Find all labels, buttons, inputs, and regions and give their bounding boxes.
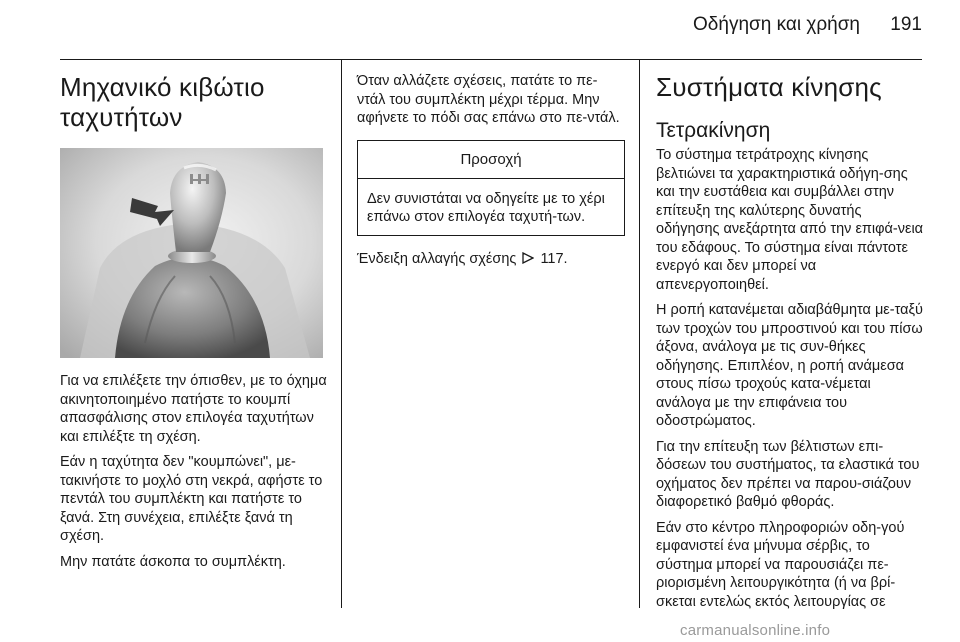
cross-reference-label: Ένδειξη αλλαγής σχέσης <box>357 250 517 267</box>
column-gear-change <box>357 72 625 275</box>
gear-lever-illustration <box>60 148 323 358</box>
caution-title: Προσοχή <box>358 141 624 179</box>
paragraph-torque-distribution: Η ροπή κατανέμεται αδιαβάθμητα με-ταξύ των τροχών του μπροστινού και του πίσω άξονα, ανάλογα με τις συν-θήκες οδήγησης. Επιπλέον, η ροπή ανάμεσα στους πίσω τροχούς κατα-νέμεται ανάλογα με την επιφάνεια του οδοστρώματος. <box>656 302 923 429</box>
paragraph-service-message: Εάν στο κέντρο πληροφοριών οδη-γού εμφανιστεί ένα μήνυμα σέρβις, το σύστημα μπορεί να παρουσιάζει πε-ριορισμένη λειτουργικότητα (ή να βρί-σκεται εντελώς εκτός λειτουργίας σε <box>656 519 905 610</box>
section-heading-drive-systems: Συστήματα κίνησης <box>656 72 882 102</box>
cross-reference <box>357 250 625 269</box>
paragraph-reverse-gear: Για να επιλέξετε την όπισθεν, με το όχημα ακινητοποιημένο πατήστε το κουμπί απασφάλισης στον επιλογέα ταχυτήτων και επιλέξτε τη σχέση. <box>60 373 327 445</box>
caution-text: Δεν συνιστάται να οδηγείτε με το χέρι επάνω στον επιλογέα ταχυτή-των. <box>367 190 605 225</box>
paragraph-clutch-pedal: Όταν αλλάζετε σχέσεις, πατάτε το πε-ντάλ του συμπλέκτη μέχρι τέρμα. Μην αφήνετε το πόδι σας επάνω στο πε-ντάλ. <box>357 73 620 126</box>
column-drive-systems <box>656 72 924 618</box>
caution-box <box>357 140 625 236</box>
paragraph-clutch-usage: Μην πατάτε άσκοπα το συμπλέκτη. <box>60 553 286 570</box>
page-number: 191 <box>890 14 922 35</box>
page-reference-arrow-icon <box>522 252 534 264</box>
column-divider-2 <box>639 60 640 608</box>
column-manual-transmission <box>60 72 328 578</box>
paragraph-awd-overview: Το σύστημα τετράτροχης κίνησης βελτιώνει τα χαρακτηριστικά οδήγη-σης και την ευστάθεια και συμβάλλει στην επίτευξη της καλύτερης δυνατής οδήγησης ανεξάρτητα από την επιφά-νεια του εδάφους. Το σύστημα είναι πάντοτε ενεργό και δεν μπορεί να απενεργοποιηθεί. <box>656 147 924 293</box>
header-divider <box>60 59 922 60</box>
watermark: carmanualsonline.info <box>680 622 831 639</box>
cross-reference-page[interactable]: 117. <box>540 250 568 267</box>
paragraph-gear-not-engaging: Εάν η ταχύτητα δεν "κουμπώνει", με-τακινήστε το μοχλό στη νεκρά, αφήστε το πεντάλ του συμπλέκτη και πατήστε το ξανά. Στη συνέχεια, επιλέξτε ξανά τη σχέση. <box>60 454 323 544</box>
paragraph-tyre-wear: Για την επίτευξη των βέλτιστων επι-δόσεων του συστήματος, τα ελαστικά του οχήματος δεν πρέπει να παρου-σιάζουν διαφορετικό βαθμό φθοράς. <box>656 438 920 510</box>
subheading-all-wheel-drive: Τετρακίνηση <box>656 119 771 142</box>
column-divider-1 <box>341 60 342 608</box>
running-header-title: Οδήγηση και χρήση <box>693 14 860 35</box>
section-heading-manual-transmission: Μηχανικό κιβώτιο ταχυτήτων <box>60 72 265 132</box>
caution-body <box>358 179 624 235</box>
